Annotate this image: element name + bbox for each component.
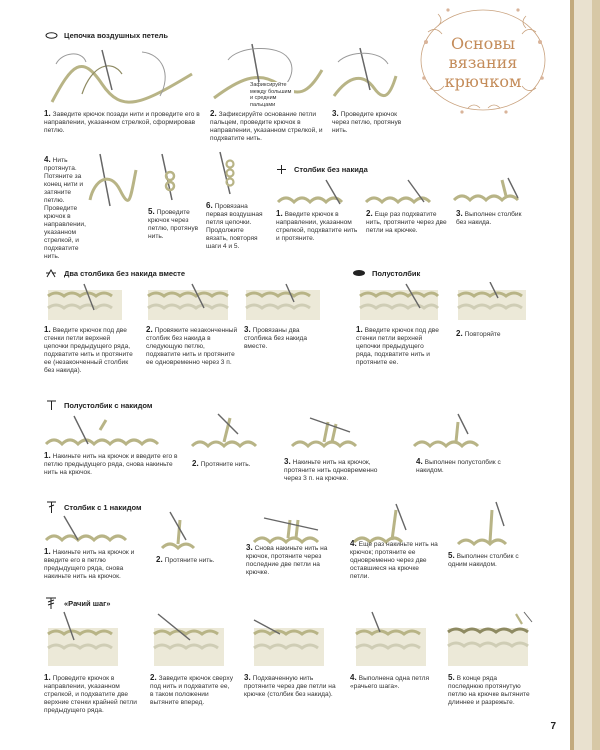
sc-step2-illustration-icon [364, 178, 450, 208]
section-header-slst [352, 268, 420, 278]
chain-step5-illustration-icon [150, 150, 190, 204]
sc-step1-illustration-icon [276, 178, 362, 208]
section-title-dc: Столбик с 1 накидом [64, 502, 142, 512]
filled-oval-icon [352, 268, 366, 278]
crab-step1-caption: 1. Проведите крючок в направлении, указанном стрелкой, и подхватите две верхние стенки крайней петли предыдущего ряда. [44, 673, 137, 714]
crab-icon [44, 598, 58, 608]
chain-step1-illustration-icon [42, 44, 202, 106]
sc-step1-caption: 1. Введите крючок в направлении, указанном стрелкой, подхватите нить и протяните. [276, 209, 358, 242]
crab-step2-illustration-icon [150, 610, 230, 670]
plus-icon [274, 164, 288, 174]
crab-step5-illustration-icon [444, 610, 534, 670]
dc-icon [44, 502, 58, 512]
dc-step4-caption: 4. Еще раз накиньте нить на крючок; протяните ее одновременно через две оставшиеся на крючке петли. [350, 539, 438, 580]
section-title-slst: Полустолбик [372, 268, 421, 278]
dc-step3-illustration-icon [252, 508, 332, 548]
chain-step1-caption: 1. Заведите крючок позади нити и проведите его в направлении, указанном стрелкой, сформировав петлю. [44, 109, 200, 134]
section-title-chain: Цепочка воздушных петель [64, 30, 169, 40]
hdc-step2-illustration-icon [190, 412, 270, 452]
slst-step1-illustration-icon [356, 282, 444, 324]
title-line-3: крючком [444, 71, 522, 91]
dc-step2-illustration-icon [156, 510, 206, 554]
sc-step2-caption: 2. Еще раз подхватите нить, протяните через две петли на крючке. [366, 209, 447, 234]
chain-step3-caption: 3. Проведите крючок через петлю, протянув нить. [332, 109, 402, 134]
section-title-crab: «Рачий шаг» [64, 598, 111, 608]
chain-inset-note: Зафиксируйте между большим и средним пальцами [250, 82, 294, 108]
slst-step2-caption: 2. Повторяйте [456, 329, 501, 338]
sc2tog-step1-illustration-icon [44, 282, 128, 324]
sc2tog-step2-illustration-icon [144, 282, 234, 324]
section-header-sc [274, 164, 368, 174]
slst-step2-illustration-icon [454, 282, 530, 324]
chain-step6-caption: 6. Провязана первая воздушная петля цепочки. Продолжите вязать, повторяя шаги 4 и 5. [206, 201, 263, 250]
chain-step6-illustration-icon [210, 148, 250, 198]
hdc-step1-caption: 1. Накиньте нить на крючок и введите его в петлю предыдущего ряда, снова накиньте нить на крючок. [44, 451, 178, 476]
hdc-step1-illustration-icon [44, 412, 174, 450]
dc-step1-illustration-icon [44, 514, 144, 546]
sc2tog-step3-illustration-icon [242, 282, 326, 324]
title-line-1: Основы [450, 33, 516, 53]
oval-icon [44, 30, 58, 40]
section-title-hdc: Полустолбик с накидом [64, 400, 153, 410]
chain-step3-illustration-icon [330, 44, 400, 106]
dc-step5-illustration-icon [456, 500, 516, 550]
hdc-step4-illustration-icon [412, 412, 492, 452]
dc-step5-caption: 5. Выполнен столбик с одним накидом. [448, 551, 519, 568]
hdc-step2-caption: 2. Протяните нить. [192, 459, 251, 468]
chain-step4-caption: 4. Нить протянута. Потяните за конец нити и затяните петлю. Проведите крючок в направлении, указанном стрелкой, и подхватите нить. [44, 155, 86, 260]
chain-step5-caption: 5. Проведите крючок через петлю, протянув нить. [148, 207, 199, 240]
crab-step5-caption: 5. В конце ряда последнюю протянутую петлю на крючке вытяните длиннее и разрежьте. [448, 673, 530, 706]
section-header-crab [44, 598, 110, 608]
sc-step3-illustration-icon [452, 176, 532, 206]
sc2tog-step3-caption: 3. Провязаны два столбика без накида вместе. [244, 325, 308, 350]
title-line-2: вязания [448, 52, 518, 72]
section-header-hdc [44, 400, 152, 410]
crab-step4-illustration-icon [352, 610, 432, 670]
section-header-dc [44, 502, 142, 512]
sc2tog-step2-caption: 2. Провяжите незаконченный столбик без накида в следующую петлю, подхватите нить и протяните ее одновременно через 3 п. [146, 325, 238, 366]
dc-step2-caption: 2. Протяните нить. [156, 555, 215, 564]
page-edge-strip [570, 0, 600, 750]
dc-step3-caption: 3. Снова накиньте нить на крючок, протяните через последние две петли на крючке. [246, 543, 328, 576]
chain-step4-illustration-icon [80, 150, 140, 212]
crab-step3-illustration-icon [250, 610, 330, 670]
t-icon [44, 400, 58, 410]
page-number: 7 [550, 721, 556, 732]
page-title [428, 14, 538, 110]
section-header-chain [44, 30, 168, 40]
crab-step1-illustration-icon [44, 610, 124, 670]
crab-step2-caption: 2. Заведите крючок сверху под нить и подхватите ее, в таком положении вытяните вперед. [150, 673, 233, 706]
section-header-sc2tog [44, 268, 185, 278]
dc-step1-caption: 1. Накиньте нить на крючок и введите его в петлю предыдущего ряда, снова накиньте нить на крючок. [44, 547, 135, 580]
section-title-sc2tog: Два столбика без накида вместе [64, 268, 186, 278]
hdc-step3-illustration-icon [290, 412, 370, 452]
sc-step3-caption: 3. Выполнен столбик без накида. [456, 209, 522, 226]
crab-step3-caption: 3. Подхваченную нить протяните через две петли на крючке (столбик без накида). [244, 673, 336, 698]
chain-step2-caption: 2. Зафиксируйте основание петли пальцем, проведите крючок в направлении, указанном стрелкой, и подхватите нить. [210, 109, 323, 142]
hdc-step3-caption: 3. Накиньте нить на крючок, протяните нить одновременно через 3 п. на крючке. [284, 457, 378, 482]
section-title-sc: Столбик без накида [294, 164, 368, 174]
crab-step4-caption: 4. Выполнена одна петля «рачьего шага». [350, 673, 430, 690]
sc2tog-icon [44, 268, 58, 278]
slst-step1-caption: 1. Введите крючок под две стенки петли верхней цепочки предыдущего ряда, подхватите нить и протяните ее. [356, 325, 439, 366]
sc2tog-step1-caption: 1. Введите крючок под две стенки петли верхней цепочки предыдущего ряда, подхватите нить и протяните ее (незаконченный столбик без накида). [44, 325, 133, 374]
hdc-step4-caption: 4. Выполнен полустолбик с накидом. [416, 457, 501, 474]
